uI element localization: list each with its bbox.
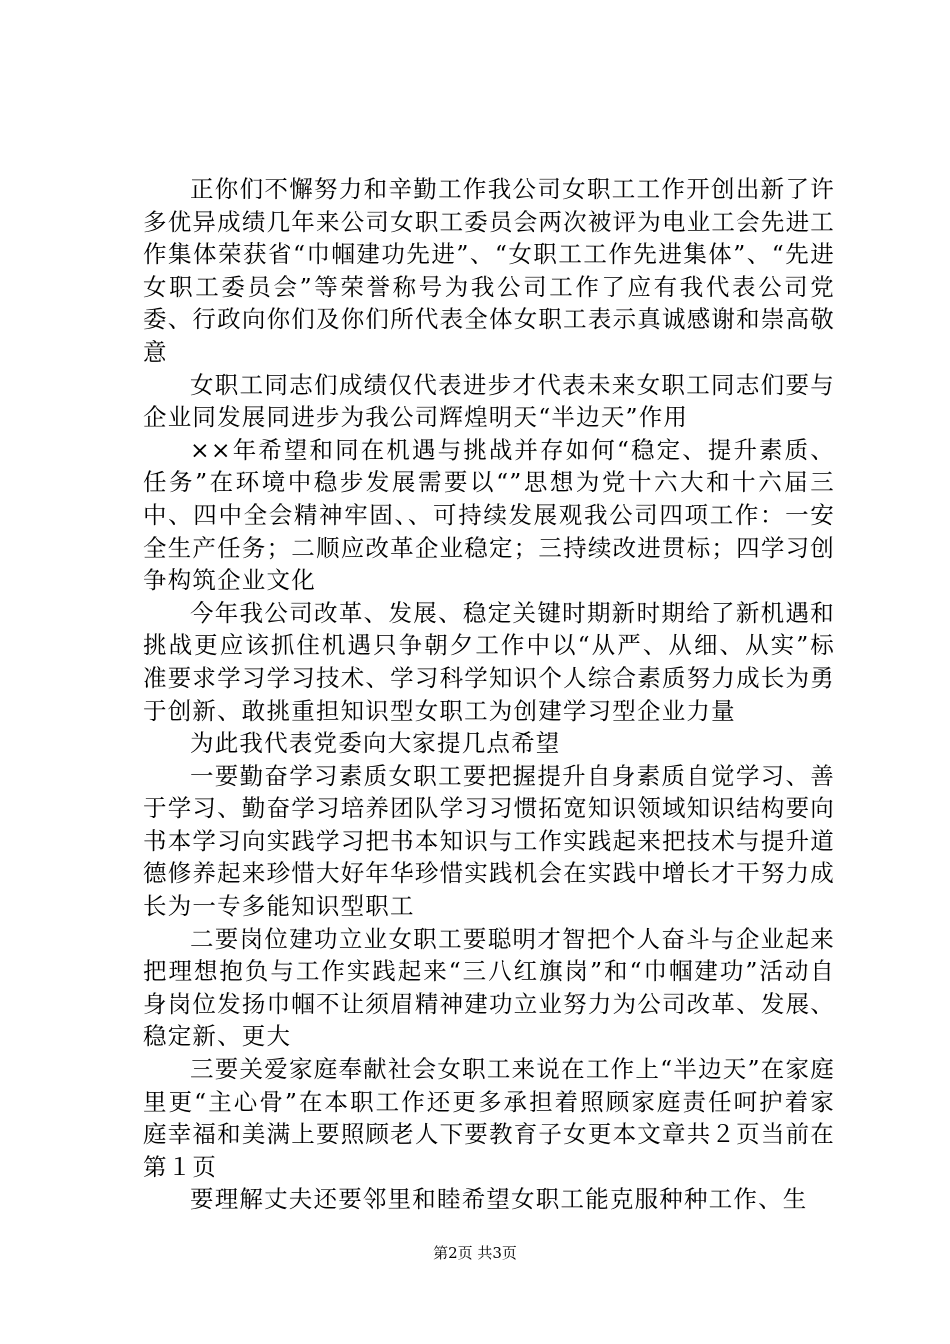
- paragraph: 要理解丈夫还要邻里和睦希望女职工能克服种种工作、生: [190, 1185, 808, 1214]
- paragraph: 今年我公司改革、发展、稳定关键时期新时期给了新机遇和挑战更应该抓住机遇只争朝夕工作中以“从严、从细、从实”标准要求学习学习技术、学习科学知识个人综合素质努力成长为勇于创新、敢挑重担知识型女职工为创建学习型企业力量: [143, 598, 835, 725]
- paragraph: ××年希望和同在机遇与挑战并存如何“稳定、提升素质、任务”在环境中稳步发展需要以“”思想为党十六大和十六届三中、四中全会精神牢固、、可持续发展观我公司四项工作：一安全生产任务；二顺应改革企业稳定；三持续改进贯标；四学习创争构筑企业文化: [143, 435, 835, 595]
- paragraph: 正你们不懈努力和辛勤工作我公司女职工工作开创出新了许多优异成绩几年来公司女职工委员会两次被评为电业工会先进工作集体荣获省“巾帼建功先进”、“女职工工作先进集体”、“先进女职工委员会”等荣誉称号为我公司工作了应有我代表公司党委、行政向你们及你们所代表全体女职工表示真诚感谢和崇高敬意: [143, 175, 835, 366]
- paragraph: 二要岗位建功立业女职工要聪明才智把个人奋斗与企业起来把理想抱负与工作实践起来“三八红旗岗”和“巾帼建功”活动自身岗位发扬巾帼不让须眉精神建功立业努力为公司改革、发展、稳定新、更大: [143, 924, 835, 1051]
- paragraph: 为此我代表党委向大家提几点希望: [190, 729, 561, 758]
- page-number-footer: 第2页 共3页: [433, 1244, 517, 1262]
- paragraph: 女职工同志们成绩仅代表进步才代表未来女职工同志们要与企业同发展同进步为我公司辉煌明天“半边天”作用: [143, 370, 835, 432]
- paragraph: 一要勤奋学习素质女职工要把握提升自身素质自觉学习、善于学习、勤奋学习培养团队学习习惯拓宽知识领域知识结构要向书本学习向实践学习把书本知识与工作实践起来把技术与提升道德修养起来珍惜大好年华珍惜实践机会在实践中增长才干努力成长为一专多能知识型职工: [143, 761, 835, 921]
- document-body: [143, 173, 835, 1216]
- paragraph: 三要关爱家庭奉献社会女职工来说在工作上“半边天”在家庭里更“主心骨”在本职工作还更多承担着照顾家庭责任呵护着家庭幸福和美满上要照顾老人下要教育子女更本文章共２页当前在第１页: [143, 1055, 835, 1181]
